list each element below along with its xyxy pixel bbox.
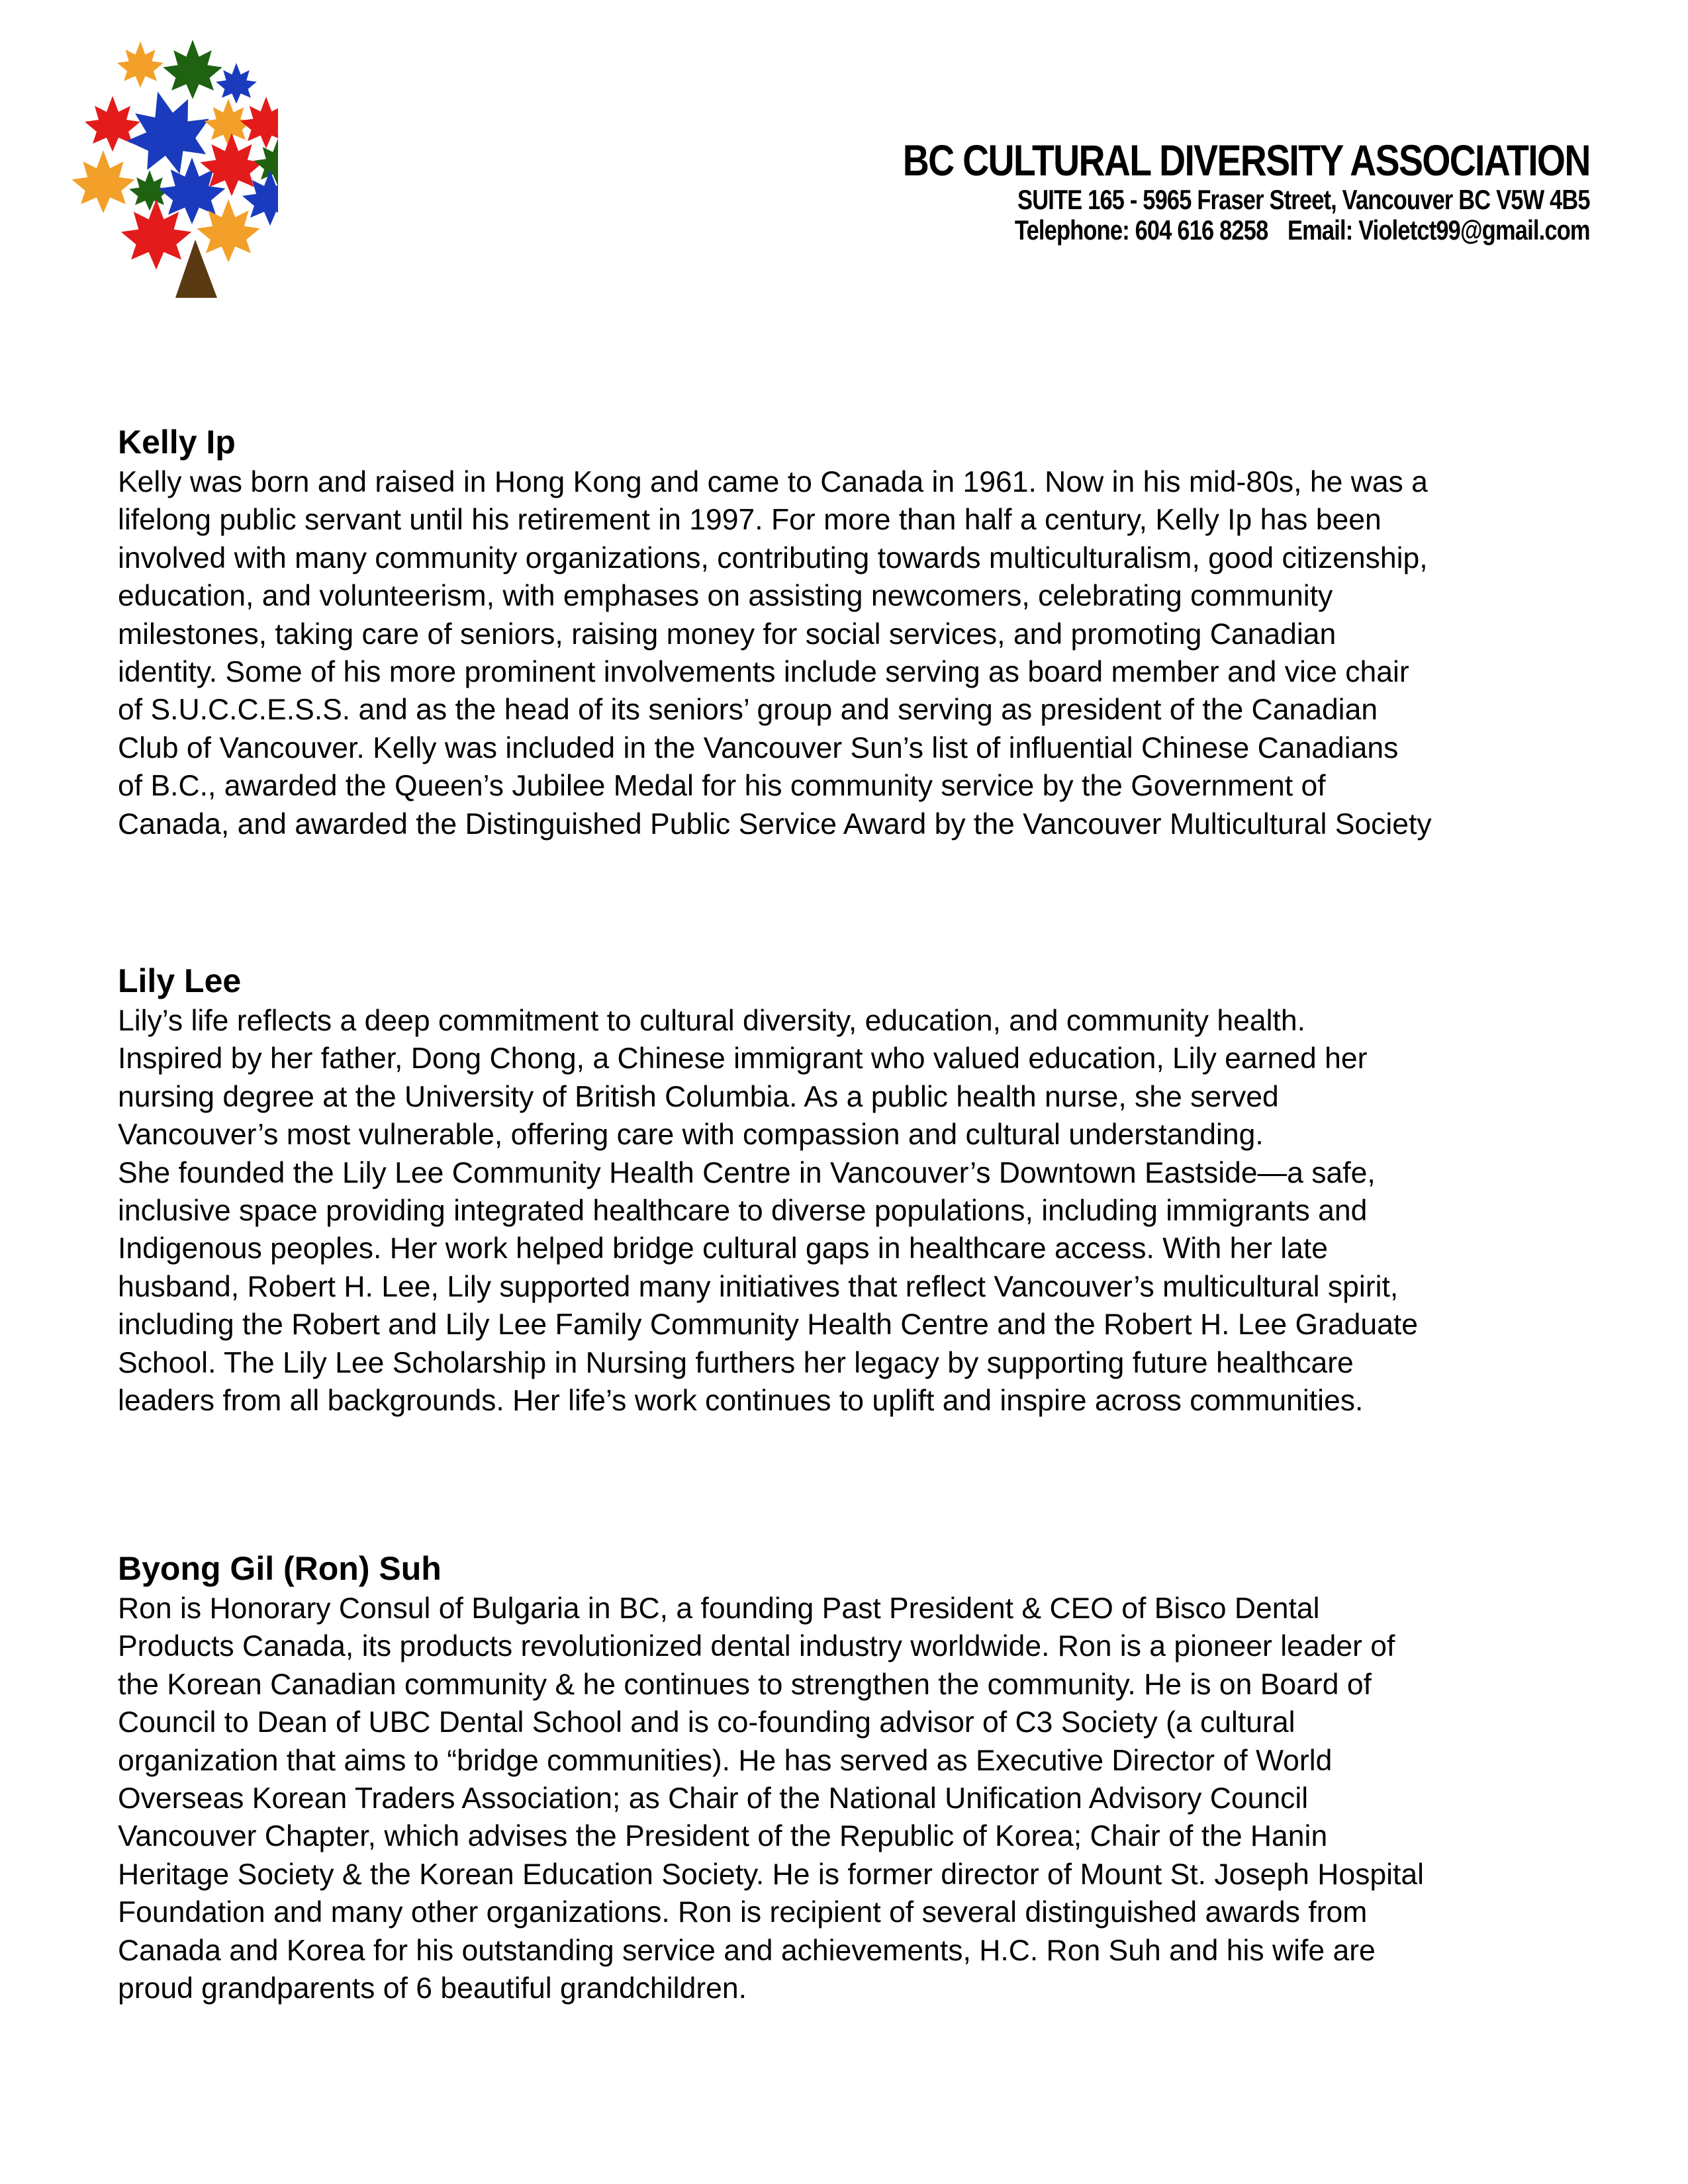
bio-line: milestones, taking care of seniors, raising money for social services, and promoting Canadian [118, 617, 1336, 651]
bio-line: nursing degree at the University of British Columbia. As a public health nurse, she served [118, 1080, 1279, 1113]
bio-line: Products Canada, its products revolutionized dental industry worldwide. Ron is a pioneer leader of [118, 1630, 1395, 1663]
bio-line: Indigenous peoples. Her work helped bridge cultural gaps in healthcare access. With her late [118, 1232, 1329, 1265]
bio-name: Byong Gil (Ron) Suh [118, 1550, 442, 1587]
bio-line: Vancouver Chapter, which advises the President of the Republic of Korea; Chair of the Hanin [118, 1820, 1328, 1853]
bio-byong-gil-suh [118, 1549, 1607, 2007]
bio-line: Canada, and awarded the Distinguished Public Service Award by the Vancouver Multicultural Society [118, 807, 1432, 841]
maple-leaf-tree-logo-icon [40, 26, 278, 311]
bio-line: organization that aims to “bridge communities). He has served as Executive Director of World [118, 1744, 1333, 1777]
bio-line: husband, Robert H. Lee, Lily supported many initiatives that reflect Vancouver’s multicultural spirit, [118, 1270, 1399, 1303]
bio-line: Overseas Korean Traders Association; as Chair of the National Unification Advisory Council [118, 1782, 1309, 1815]
bio-line: Vancouver’s most vulnerable, offering care with compassion and cultural understanding. [118, 1118, 1264, 1152]
bio-line: inclusive space providing integrated healthcare to diverse populations, including immigrants and [118, 1195, 1368, 1228]
bio-text [118, 463, 1607, 843]
bio-line: of B.C., awarded the Queen’s Jubilee Medal for his community service by the Government of [118, 770, 1326, 803]
organization-address: SUITE 165 - 5965 Fraser Street, Vancouver BC V5W 4B5 [1017, 184, 1590, 215]
bio-line: the Korean Canadian community & he continues to strengthen the community. He is on Board of [118, 1668, 1372, 1701]
bio-kelly-ip [118, 422, 1607, 843]
bio-line: Canada and Korea for his outstanding service and achievements, H.C. Ron Suh and his wife are [118, 1934, 1376, 1967]
email: Email: Violetct99@gmail.com [1288, 214, 1590, 246]
bio-line: Lily’s life reflects a deep commitment to cultural diversity, education, and community health. [118, 1005, 1306, 1037]
bio-line: Heritage Society & the Korean Education Society. He is former director of Mount St. Joseph Hospital [118, 1858, 1424, 1891]
bio-line: Kelly was born and raised in Hong Kong and came to Canada in 1961. Now in his mid-80s, he was a [118, 466, 1428, 498]
bio-line: Foundation and many other organizations. Ron is recipient of several distinguished awards from [118, 1896, 1368, 1929]
organization-name: BC CULTURAL DIVERSITY ASSOCIATION [902, 136, 1590, 185]
bio-line: identity. Some of his more prominent involvements include serving as board member and vice chair [118, 656, 1409, 689]
bio-line: education, and volunteerism, with emphases on assisting newcomers, celebrating community [118, 580, 1333, 613]
bio-line: She founded the Lily Lee Community Health Centre in Vancouver’s Downtown Eastside—a safe, [118, 1156, 1376, 1189]
bio-line: of S.U.C.C.E.S.S. and as the head of its seniors’ group and serving as president of the Canadian [118, 694, 1378, 727]
telephone: Telephone: 604 616 8258 [1015, 214, 1268, 246]
bio-line: School. The Lily Lee Scholarship in Nursing furthers her legacy by supporting future healthcare [118, 1346, 1354, 1379]
bio-lily-lee [118, 961, 1607, 1420]
bio-name: Kelly Ip [118, 424, 236, 461]
bio-text [118, 1590, 1607, 2007]
bio-line: including the Robert and Lily Lee Family Community Health Centre and the Robert H. Lee Graduate [118, 1308, 1418, 1342]
bio-line: lifelong public servant until his retirement in 1997. For more than half a century, Kelly Ip has been [118, 504, 1382, 537]
organization-contact [919, 215, 1590, 246]
bio-text [118, 1002, 1607, 1420]
bio-name: Lily Lee [118, 962, 242, 999]
bio-line: Club of Vancouver. Kelly was included in the Vancouver Sun’s list of influential Chinese Canadians [118, 731, 1399, 764]
bio-line: proud grandparents of 6 beautiful grandchildren. [118, 1972, 747, 2005]
bio-line: Ron is Honorary Consul of Bulgaria in BC, a founding Past President & CEO of Bisco Dental [118, 1592, 1320, 1625]
bio-line: leaders from all backgrounds. Her life’s work continues to uplift and inspire across communities. [118, 1385, 1364, 1418]
bio-line: Inspired by her father, Dong Chong, a Chinese immigrant who valued education, Lily earned her [118, 1042, 1368, 1075]
letterhead [772, 136, 1590, 246]
bio-line: involved with many community organizations, contributing towards multiculturalism, good citizenship, [118, 541, 1428, 574]
bio-line: Council to Dean of UBC Dental School and is co-founding advisor of C3 Society (a cultural [118, 1706, 1295, 1739]
